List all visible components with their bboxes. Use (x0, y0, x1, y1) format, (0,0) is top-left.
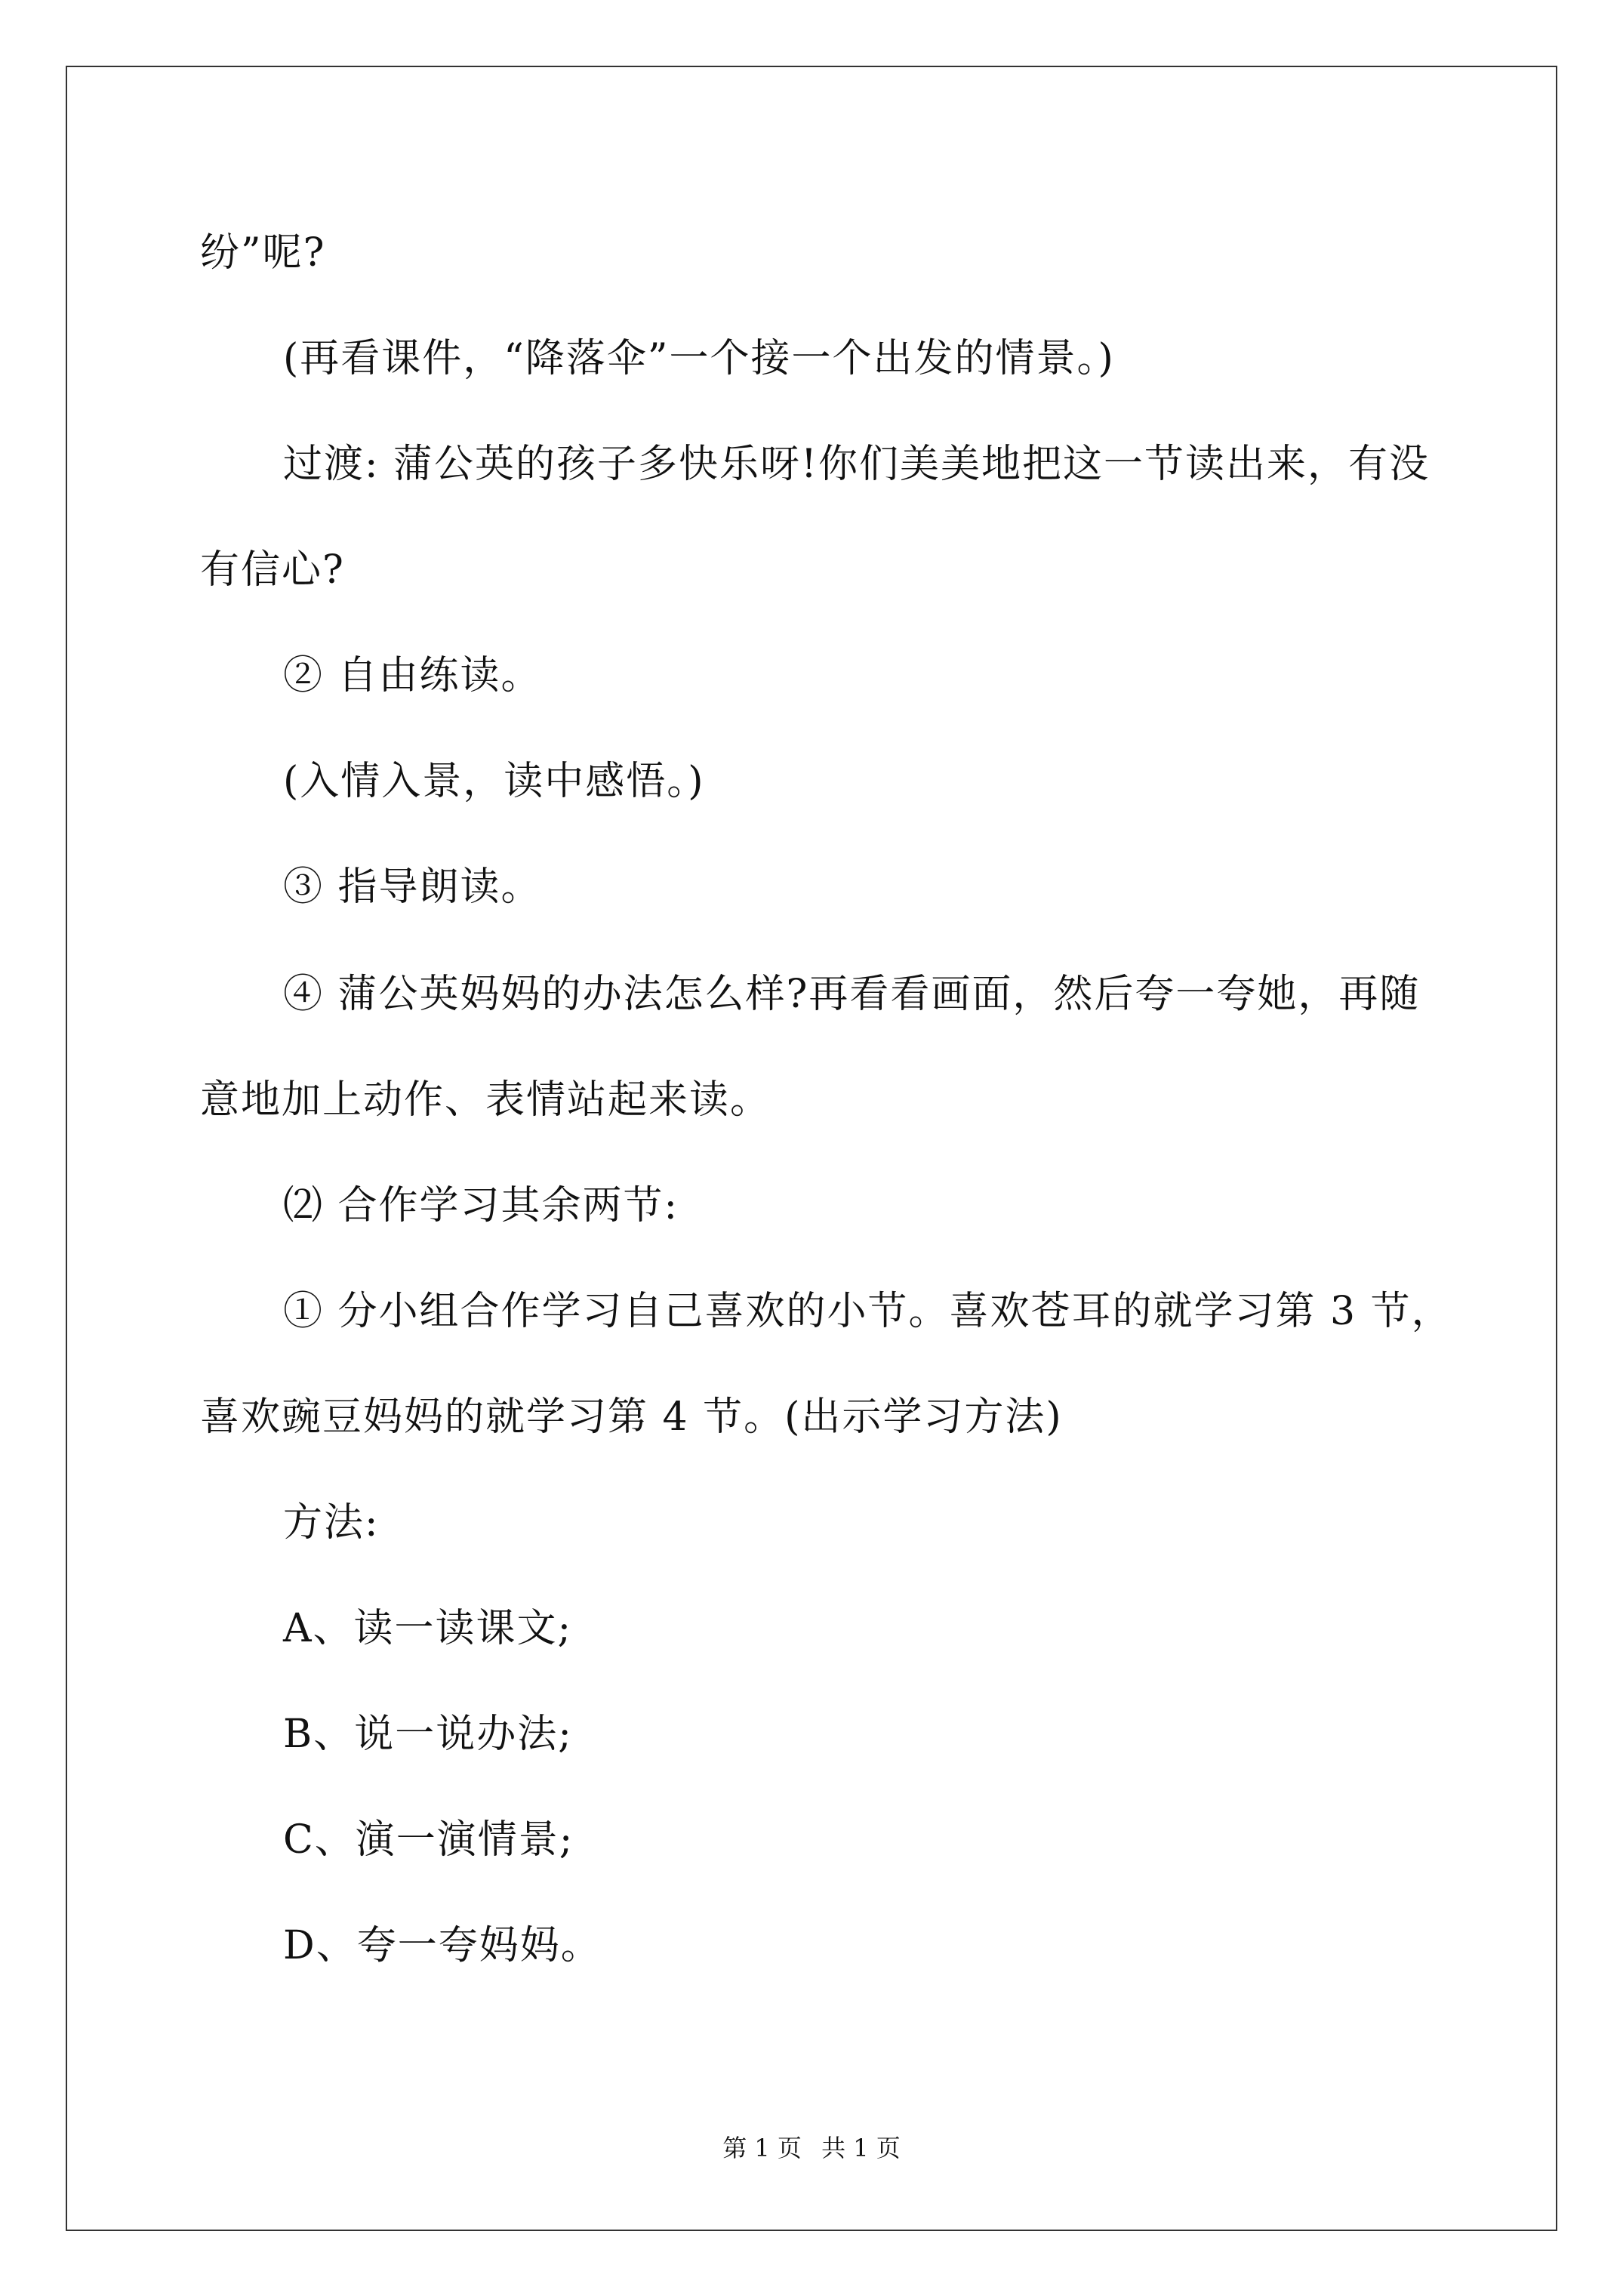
text-line: A、读一读课文; (283, 1606, 573, 1651)
text-line: (再看课件，“降落伞”一个接一个出发的情景。) (283, 336, 1115, 381)
text-line: 过渡: 蒲公英的孩子多快乐呀!你们美美地把这一节读出来，有没 (283, 442, 1430, 487)
text-line: 意地加上动作、表情站起来读。 (200, 1077, 771, 1123)
text-line: ② 自由练读。 (283, 653, 542, 698)
text-line: C、演一演情景; (283, 1817, 574, 1863)
text-line: 纷”呢? (200, 230, 326, 276)
text-line: 方法: (283, 1500, 380, 1546)
text-line: ③ 指导朗读。 (283, 864, 542, 910)
text-line: 有信心? (200, 547, 345, 593)
text-line: ⑵ 合作学习其余两节: (283, 1183, 679, 1228)
page-total: 共 1 页 (821, 2134, 901, 2162)
page-footer (0, 2133, 1623, 2163)
text-line: ④ 蒲公英妈妈的办法怎么样?再看看画面，然后夸一夸她，再随 (283, 972, 1421, 1017)
text-line: 喜欢豌豆妈妈的就学习第 4 节。(出示学习方法) (200, 1395, 1063, 1440)
text-line: (入情入景，读中感悟。) (283, 759, 705, 804)
text-line: D、夸一夸妈妈。 (283, 1923, 602, 1968)
text-line: ① 分小组合作学习自己喜欢的小节。喜欢苍耳的就学习第 3 节， (283, 1289, 1452, 1334)
page-number: 第 1 页 (722, 2134, 802, 2162)
text-line: B、说一说办法; (283, 1712, 573, 1757)
page-frame (66, 66, 1557, 2231)
